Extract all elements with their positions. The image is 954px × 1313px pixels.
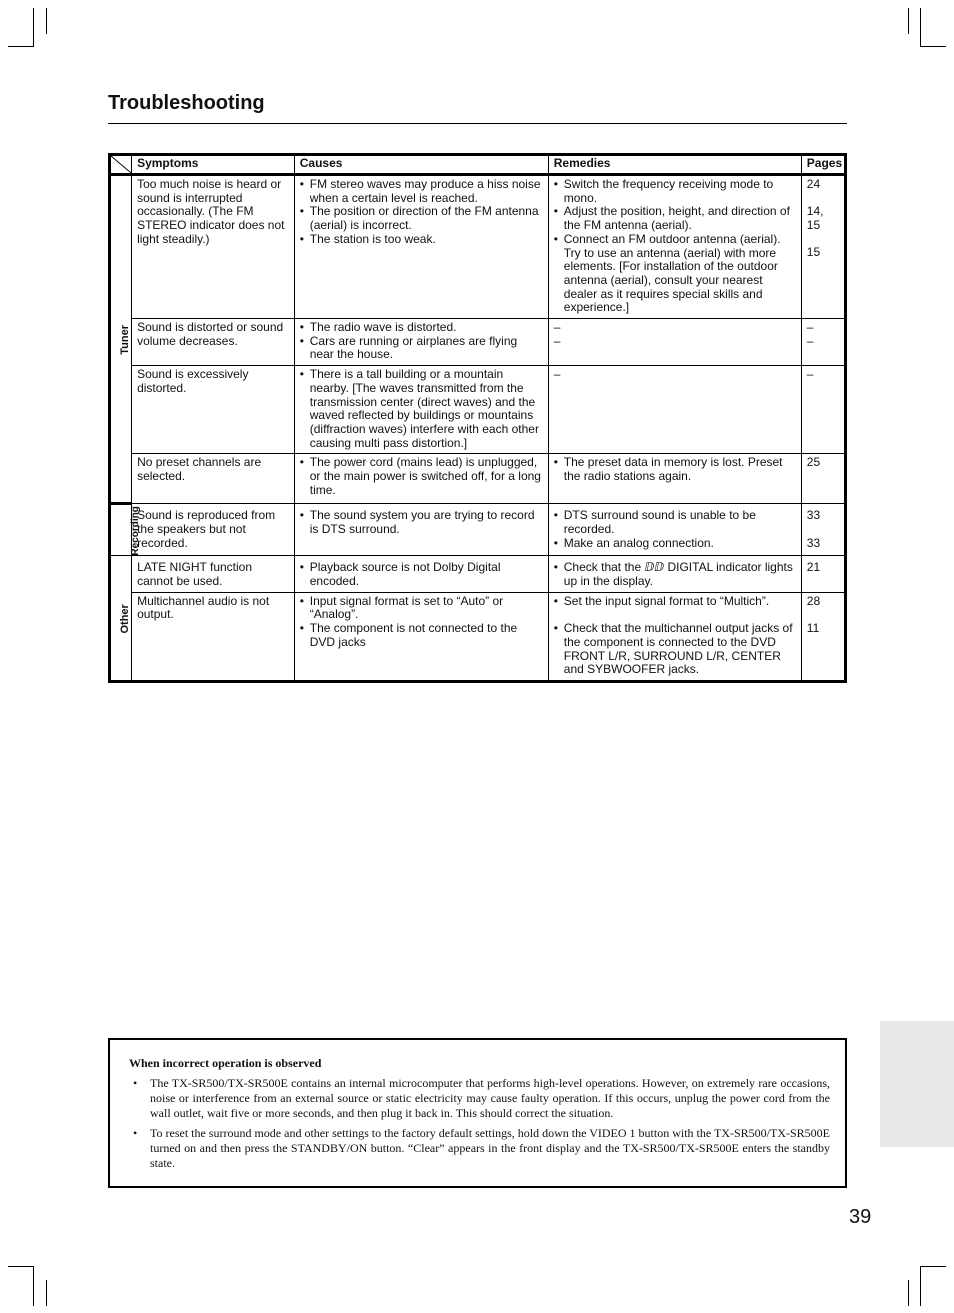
remedies-cell [548,592,801,681]
section-label-tuner: Tuner [110,175,132,504]
header-symptoms: Symptoms [132,155,295,175]
remedies-cell [548,454,801,504]
list-item: • The component is not connected to the DVD jacks [300,622,543,649]
troubleshooting-table [108,153,847,683]
table-row [110,556,846,592]
crop-mark [8,1266,34,1267]
corner-cell [110,155,132,175]
table-row [110,504,846,556]
table-row [110,366,846,454]
list-item: • The radio wave is distorted. [300,321,543,335]
list-item: • Playback source is not Dolby Digital encoded. [300,561,543,588]
symptom-cell: Sound is excessively distorted. [132,366,295,454]
crop-mark [8,46,34,47]
page-title: Troubleshooting [108,92,265,114]
symptom-cell: Multichannel audio is not output. [132,592,295,681]
crop-mark [920,46,946,47]
remedies-cell [548,504,801,556]
causes-cell [294,454,548,504]
causes-cell [294,175,548,319]
list-item: • Cars are running or airplanes are flying near the house. [300,335,543,362]
crop-mark [920,1266,946,1267]
crop-mark [908,1280,909,1306]
remedies-cell: – [548,366,801,454]
remedies-cell [548,175,801,319]
note-title: When incorrect operation is observed [129,1056,322,1070]
table-row [110,592,846,681]
pages-cell: 24 14, 15 15 [801,175,845,319]
table-row [110,319,846,366]
page-number: 39 [849,1206,872,1228]
crop-mark [46,8,47,34]
note-box [108,1038,847,1188]
causes-cell [294,556,548,592]
pages-cell: – [801,366,845,454]
causes-cell [294,366,548,454]
section-label-recording: Recording [110,504,132,556]
crop-mark [920,8,921,46]
causes-cell [294,504,548,556]
pages-cell: – – [801,319,845,366]
list-item: • Check that the multichannel output jacks of the component is connected to the DVD FRONT L/R, SURROUND L/R, CENTER and SYBWOOFER jacks. [554,622,796,677]
symptom-cell: No preset channels are selected. [132,454,295,504]
list-item: • Input signal format is set to “Auto” or “Analog”. [300,595,543,622]
symptom-cell: Sound is distorted or sound volume decreases. [132,319,295,366]
crop-mark [920,1266,921,1306]
section-label-other: Other [110,556,132,682]
table-header-row [110,155,846,175]
table-row [110,175,846,319]
header-causes: Causes [294,155,548,175]
list-item: • FM stereo waves may produce a hiss noise when a certain level is reached. [300,178,543,205]
section-tab [880,1021,954,1147]
list-item: • The position or direction of the FM antenna (aerial) is incorrect. [300,205,543,232]
symptom-cell: LATE NIGHT function cannot be used. [132,556,295,592]
header-pages: Pages [801,155,845,175]
list-item: • Adjust the position, height, and direction of the FM antenna (aerial). [554,205,796,232]
list-item: • The sound system you are trying to record is DTS surround. [300,509,543,536]
list-item: • The power cord (mains lead) is unplugged, or the main power is switched off, for a long time. [300,456,543,497]
list-item: • The station is too weak. [300,233,543,247]
title-rule [108,123,847,124]
list-item: • DTS surround sound is unable to be recorded. [554,509,796,536]
crop-mark [46,1280,47,1306]
header-remedies: Remedies [548,155,801,175]
list-item: • The TX-SR500/TX-SR500E contains an internal microcomputer that performs high-level operations. However, on extremely rare occasions, noise or interference from an external source or static electricity may cause faulty operation. If this occurs, unplug the power cord from the wall outlet, wait five or more seconds, and then plug it back in. This should correct the situation. [129,1076,830,1121]
pages-cell: 33 33 [801,504,845,556]
crop-mark [33,8,34,46]
pages-cell: 21 [801,556,845,592]
list-item: • Connect an FM outdoor antenna (aerial). Try to use an antenna (aerial) with more elements. [For installation of the outdoor antenna (aerial), consult your nearest dealer as it requires special skills and experience.] [554,233,796,315]
causes-cell [294,319,548,366]
list-item: • Switch the frequency receiving mode to mono. [554,178,796,205]
crop-mark [33,1266,34,1306]
table-row [110,454,846,504]
remedies-cell: – – [548,319,801,366]
symptom-cell: Sound is reproduced from the speakers but not recorded. [132,504,295,556]
list-item: • Make an analog connection. [554,537,796,551]
causes-cell [294,592,548,681]
crop-mark [908,8,909,34]
symptom-cell: Too much noise is heard or sound is interrupted occasionally. (The FM STEREO indicator does not light steadily.) [132,175,295,319]
list-item: • The preset data in memory is lost. Preset the radio stations again. [554,456,796,483]
remedies-cell [548,556,801,592]
pages-cell: 28 11 [801,592,845,681]
list-item: • Check that the ⅅⅅ DIGITAL indicator lights up in the display. [554,561,796,588]
list-item: • To reset the surround mode and other settings to the factory default settings, hold down the VIDEO 1 button with the TX-SR500/TX-SR500E turned on and then press the STANDBY/ON button. “Clear” appears in the front display and the TX-SR500/TX-SR500E enters the standby state. [129,1126,830,1171]
list-item: • Set the input signal format to “Multich”. [554,595,796,609]
pages-cell: 25 [801,454,845,504]
list-item: • There is a tall building or a mountain nearby. [The waves transmitted from the transmission center (direct waves) and the waved reflected by buildings or mountains (diffraction waves) interfere with each other causing multi pass distortion.] [300,368,543,450]
